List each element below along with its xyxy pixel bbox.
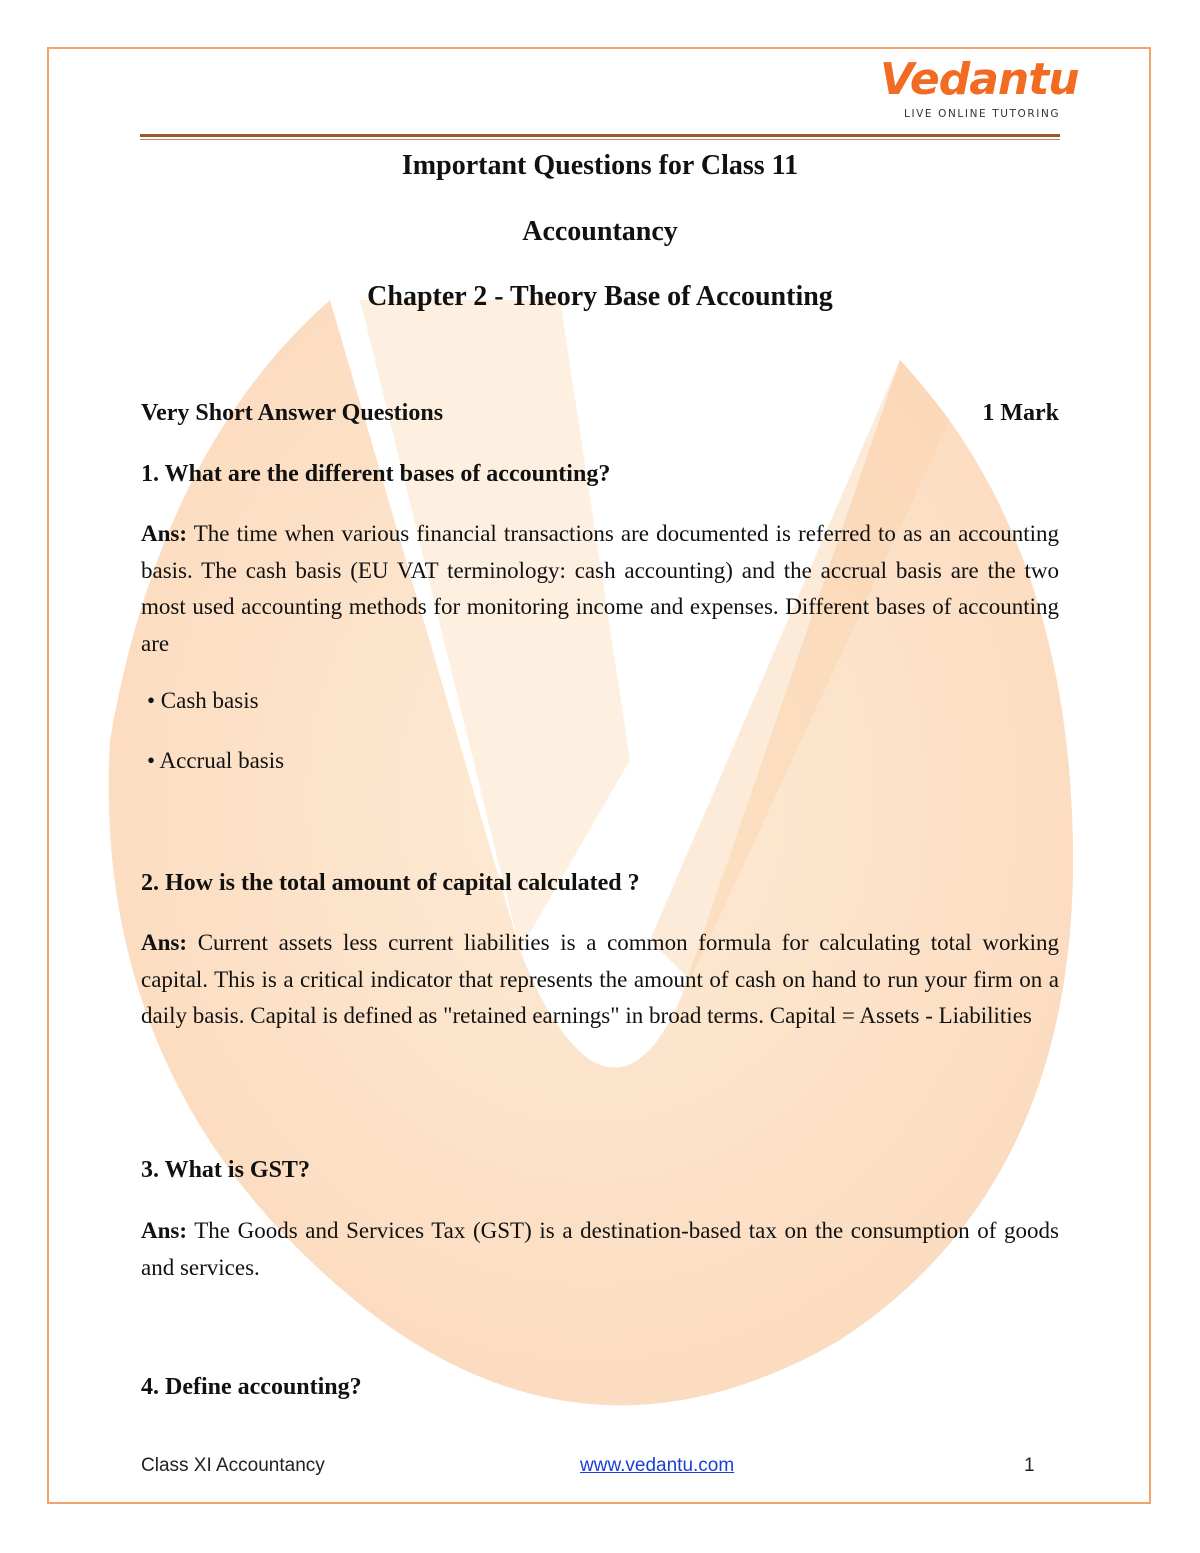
answer-label: Ans: bbox=[141, 930, 188, 955]
logo-wordmark: Vedantu bbox=[880, 54, 1079, 105]
section-marks: 1 Mark bbox=[982, 400, 1059, 426]
vedantu-logo[interactable] bbox=[880, 54, 1079, 126]
answer-1 bbox=[141, 516, 1059, 662]
answer-label: Ans: bbox=[141, 1218, 188, 1243]
bullet-item: • Accrual basis bbox=[147, 748, 285, 773]
footer-website-link[interactable]: www.vedantu.com bbox=[580, 1455, 735, 1476]
answer-3 bbox=[141, 1213, 1059, 1286]
answer-2 bbox=[141, 925, 1059, 1035]
question-1: 1. What are the different bases of accounting? bbox=[141, 461, 611, 487]
question-2: 2. How is the total amount of capital calculated ? bbox=[141, 870, 640, 896]
answer-label: Ans: bbox=[141, 521, 188, 546]
answer-text: The time when various financial transactions are documented is referred to as an accounting basis. The cash basis (EU VAT terminology: cash accounting) and the accrual basis are the two most used accounting methods for monitoring income and expenses. Different bases of accounting are bbox=[141, 521, 1059, 656]
section-heading: Very Short Answer Questions bbox=[141, 400, 444, 426]
answer-text: Current assets less current liabilities is a common formula for calculating total working capital. This is a critical indicator that represents the amount of cash on hand to run your firm on a daily basis. Capital is defined as "retained earnings" in broad terms. Capital = Assets - Liabilities bbox=[141, 930, 1059, 1028]
doc-title: Important Questions for Class 11 bbox=[401, 150, 799, 181]
page-number: 1 bbox=[1024, 1455, 1035, 1476]
answer-text: The Goods and Services Tax (GST) is a destination-based tax on the consumption of goods and services. bbox=[141, 1218, 1059, 1280]
question-3: 3. What is GST? bbox=[141, 1157, 310, 1183]
section-header bbox=[141, 400, 1059, 427]
doc-subject: Accountancy bbox=[522, 216, 678, 247]
header-rule bbox=[140, 134, 1060, 140]
bullet-item: • Cash basis bbox=[147, 688, 259, 713]
footer-class-label: Class XI Accountancy bbox=[141, 1455, 325, 1476]
logo-tagline: LIVE ONLINE TUTORING bbox=[904, 108, 1061, 120]
doc-chapter: Chapter 2 - Theory Base of Accounting bbox=[367, 281, 833, 312]
question-4: 4. Define accounting? bbox=[141, 1374, 362, 1400]
